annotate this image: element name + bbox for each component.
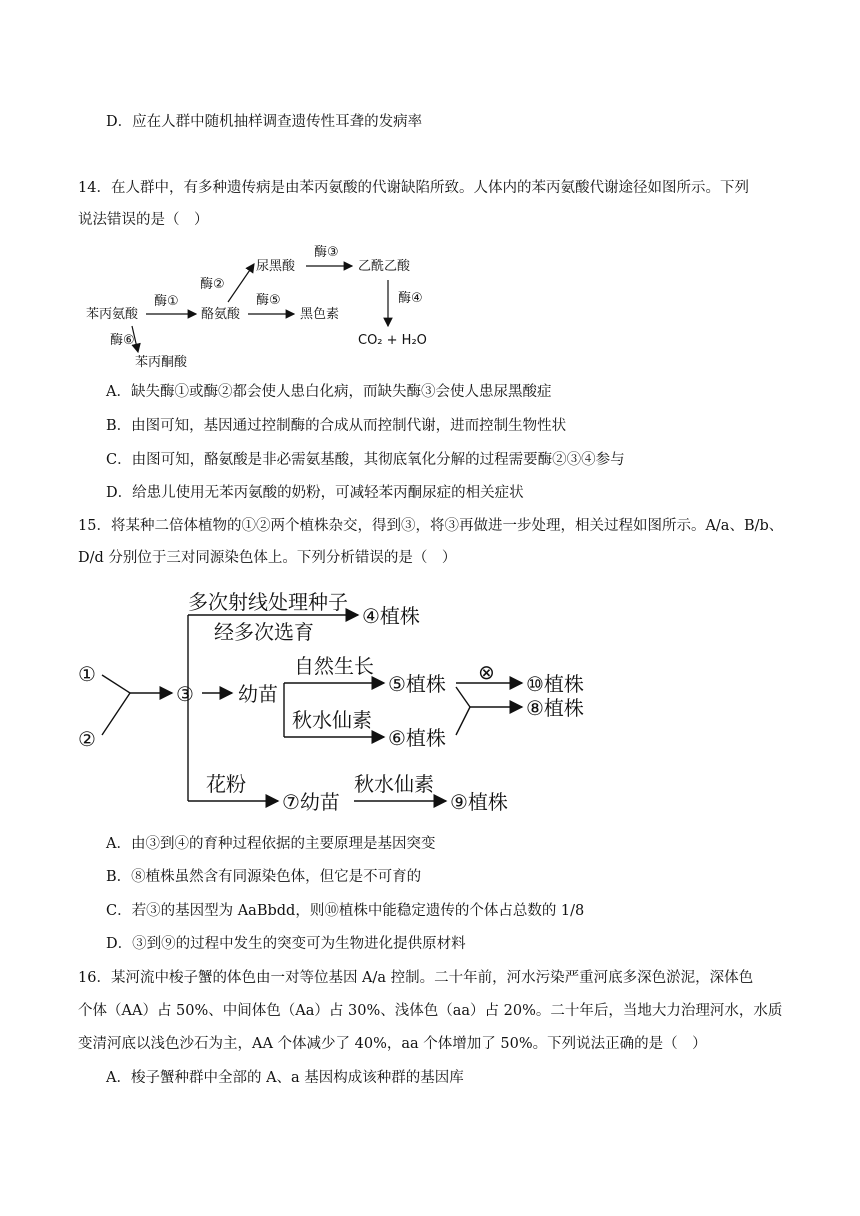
label-enzyme-6: 酶⑥ [110, 333, 135, 348]
label-radiation: 多次射线处理种子 [188, 590, 348, 614]
node-plant-9: ⑨植株 [450, 790, 508, 814]
label-colchicine-1: 秋水仙素 [292, 708, 372, 732]
node-plant-2: ② [78, 727, 96, 751]
symbol-selfing: ⊗ [478, 660, 495, 684]
q16-stem-line1: 16．某河流中梭子蟹的体色由一对等位基因 A/a 控制。二十年前，河水污染严重河底多深色淤泥，深体色 [78, 970, 754, 986]
node-seedling: 幼苗 [238, 682, 278, 706]
node-phenylalanine: 苯丙氨酸 [86, 307, 139, 322]
node-tyrosine: 酪氨酸 [201, 307, 241, 322]
q14-stem-line1: 14．在人群中，有多种遗传病是由苯丙氨酸的代谢缺陷所致。人体内的苯丙氨酸代谢途径如图所示。下列 [78, 180, 749, 196]
node-co2-h2o: CO₂ + H₂O [358, 333, 427, 348]
node-seedling-7: ⑦幼苗 [282, 790, 340, 814]
node-plant-8: ⑧植株 [526, 696, 584, 720]
q15-stem-line2: D/d 分别位于三对同源染色体上。下列分析错误的是（ ） [78, 550, 457, 566]
label-selection: 经多次选育 [214, 620, 314, 644]
label-colchicine-2: 秋水仙素 [354, 772, 434, 796]
node-phenylpyruvic-acid: 苯丙酮酸 [135, 355, 188, 370]
line-2-merge [102, 693, 130, 735]
label-enzyme-3: 酶③ [314, 245, 339, 260]
node-melanin: 黑色素 [300, 307, 340, 322]
node-plant-5: ⑤植株 [388, 672, 446, 696]
node-plant-6: ⑥植株 [388, 726, 446, 750]
label-natural-growth: 自然生长 [294, 654, 374, 678]
q15-option-d: D．③到⑨的过程中发生的突变可为生物进化提供原材料 [106, 936, 466, 952]
q13-option-d: D．应在人群中随机抽样调查遗传性耳聋的发病率 [106, 114, 423, 130]
line-6-merge [456, 707, 470, 735]
node-plant-4: ④植株 [362, 604, 420, 628]
q15-option-a: A．由③到④的育种过程依据的主要原理是基因突变 [106, 836, 436, 852]
arrow-tyr-to-hga [228, 264, 254, 302]
q16-option-a: A．梭子蟹种群中全部的 A、a 基因构成该种群的基因库 [106, 1070, 464, 1086]
q14-option-c: C．由图可知，酪氨酸是非必需氨基酸，其彻底氧化分解的过程需要酶②③④参与 [106, 452, 625, 468]
q14-stem-line2: 说法错误的是（ ） [78, 212, 209, 228]
label-enzyme-4: 酶④ [398, 291, 423, 306]
q15-option-b: B．⑧植株虽然含有同源染色体，但它是不可育的 [106, 869, 422, 885]
phenylalanine-pathway-diagram [80, 240, 440, 372]
q15-stem-line1: 15．将某种二倍体植物的①②两个植株杂交，得到③，将③再做进一步处理，相关过程如图所示。A/a、B/b、 [78, 518, 784, 534]
line-1-merge [102, 675, 130, 693]
breeding-process-diagram [70, 585, 610, 820]
line-5-merge [456, 687, 470, 707]
label-enzyme-1: 酶① [154, 294, 179, 309]
q15-option-c: C．若③的基因型为 AaBbdd，则⑩植株中能稳定遗传的个体占总数的 1/8 [106, 903, 585, 919]
node-acetoacetic-acid: 乙酰乙酸 [358, 259, 411, 274]
q14-option-b: B．由图可知，基因通过控制酶的合成从而控制代谢，进而控制生物性状 [106, 418, 567, 434]
q14-option-d: D．给患儿使用无苯丙氨酸的奶粉，可减轻苯丙酮尿症的相关症状 [106, 485, 524, 501]
q16-stem-line2: 个体（AA）占 50%、中间体色（Aa）占 30%、浅体色（aa）占 20%。二十年后，当地大力治理河水，水质 [78, 1003, 783, 1019]
node-homogentisic-acid: 尿黑酸 [256, 259, 296, 274]
q14-option-a: A．缺失酶①或酶②都会使人患白化病，而缺失酶③会使人患尿黑酸症 [106, 384, 552, 400]
label-pollen: 花粉 [206, 772, 246, 796]
node-plant-1: ① [78, 662, 96, 686]
node-plant-3: ③ [176, 682, 194, 706]
q16-stem-line3: 变清河底以浅色沙石为主，AA 个体减少了 40%，aa 个体增加了 50%。下列说法正确的是（ ） [78, 1036, 707, 1052]
label-enzyme-2: 酶② [200, 277, 225, 292]
node-plant-10: ⑩植株 [526, 672, 584, 696]
label-enzyme-5: 酶⑤ [256, 293, 281, 308]
